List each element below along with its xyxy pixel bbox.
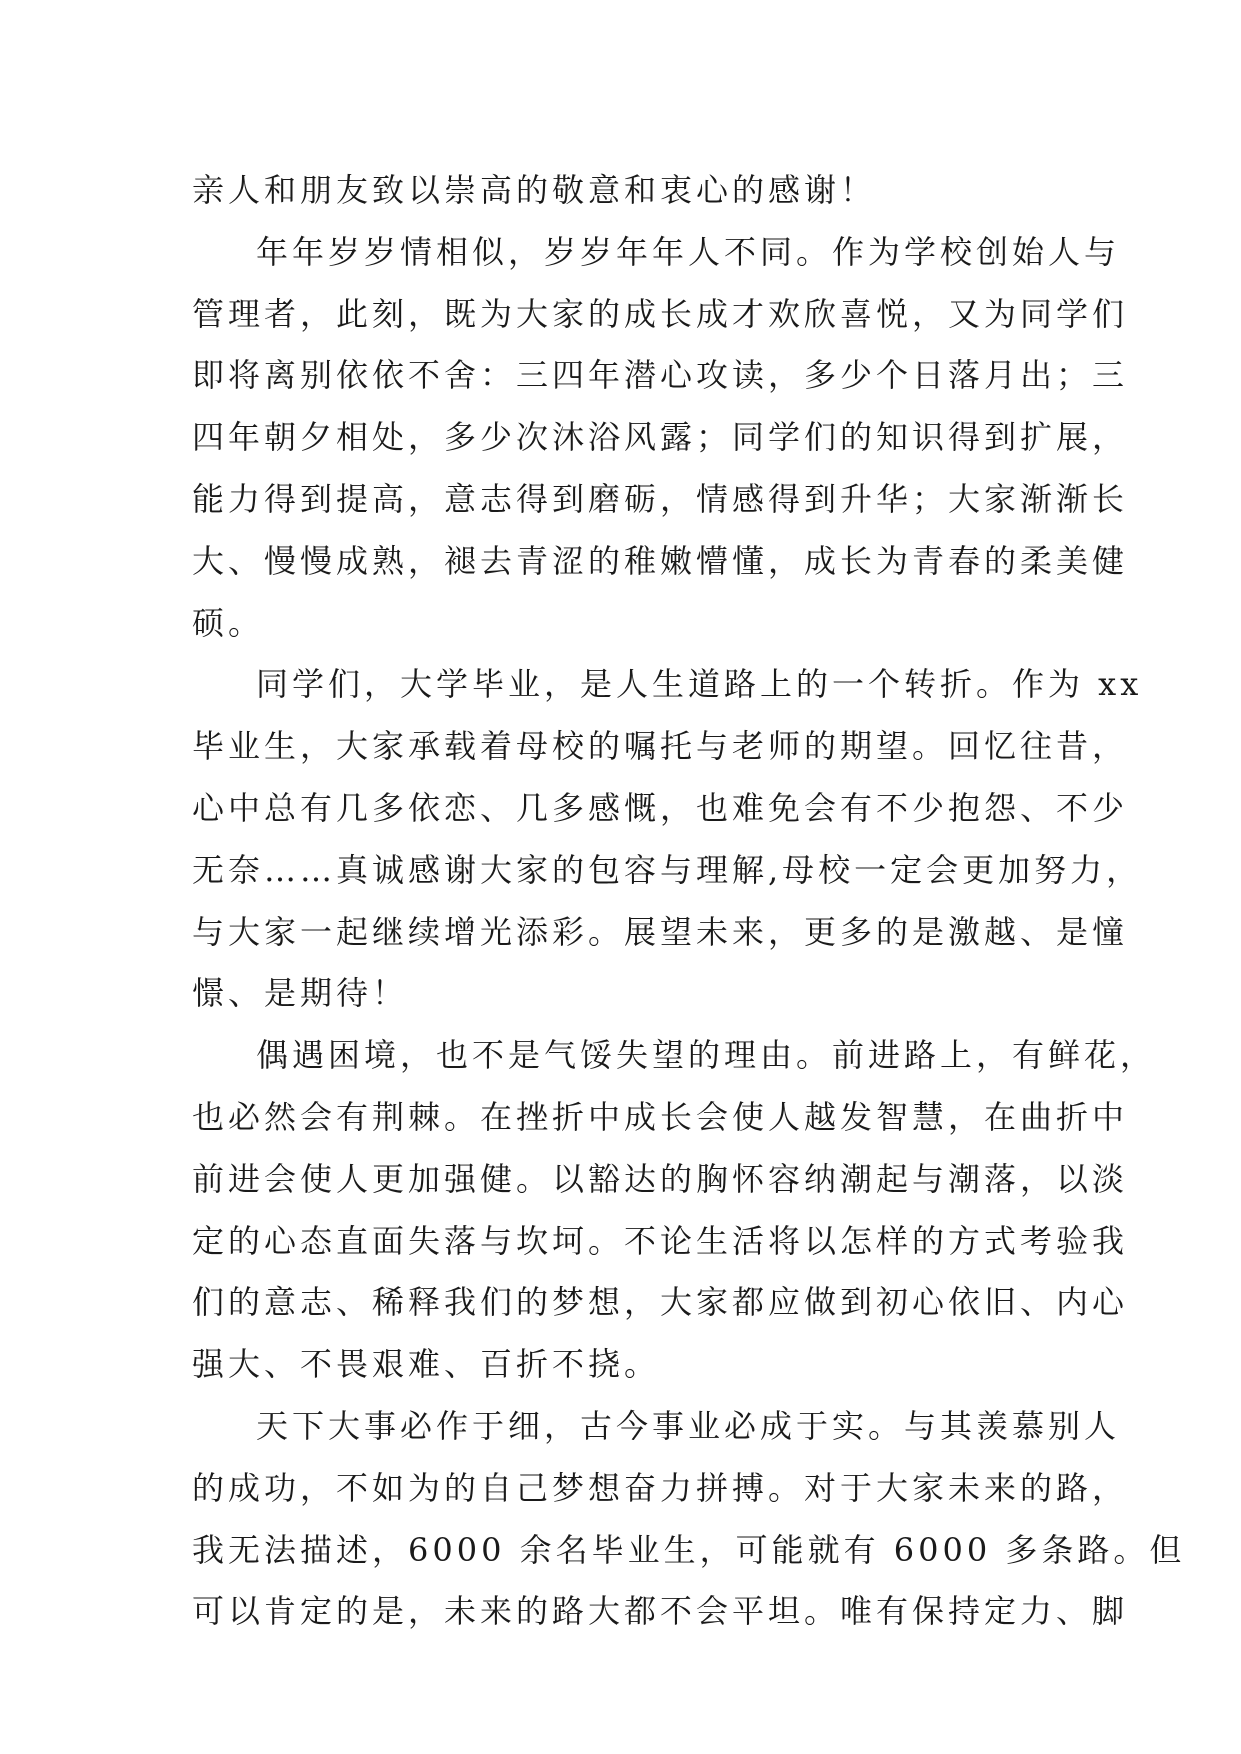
text-line: 天下大事必作于细，古今事业必成于实。与其羡慕别人	[256, 1406, 1121, 1445]
text-line: 四年朝夕相处，多少次沐浴风露；同学们的知识得到扩展，	[192, 418, 1129, 457]
body-text	[192, 160, 1186, 1643]
text-line: 强大、不畏艰难、百折不挠。	[192, 1345, 661, 1384]
text-line: 可以肯定的是，未来的路大都不会平坦。唯有保持定力、脚	[192, 1592, 1129, 1631]
text-line: 的成功，不如为的自己梦想奋力拼搏。对于大家未来的路，	[192, 1468, 1129, 1507]
text-line: 心中总有几多依恋、几多感慨，也难免会有不少抱怨、不少	[192, 788, 1129, 827]
text-line: 年年岁岁情相似，岁岁年年人不同。作为学校创始人与	[256, 232, 1121, 271]
text-line: 与大家一起继续增光添彩。展望未来，更多的是激越、是憧	[192, 912, 1129, 951]
text-line: 憬、是期待！	[192, 974, 409, 1013]
text-line: 前进会使人更加强健。以豁达的胸怀容纳潮起与潮落，以淡	[192, 1159, 1129, 1198]
text-line: 无奈……真诚感谢大家的包容与理解,母校一定会更加努力，	[192, 850, 1143, 889]
text-line: 们的意志、稀释我们的梦想，大家都应做到初心依旧、内心	[192, 1283, 1129, 1322]
text-line: 亲人和朋友致以崇高的敬意和衷心的感谢！	[192, 171, 877, 209]
text-line: 我无法描述，6000 余名毕业生，可能就有 6000 多条路。但	[192, 1530, 1186, 1569]
text-line: 也必然会有荆棘。在挫折中成长会使人越发智慧，在曲折中	[192, 1097, 1129, 1136]
text-line: 硕。	[192, 603, 265, 642]
text-line: 能力得到提高，意志得到磨砺，情感得到升华；大家渐渐长	[192, 479, 1129, 518]
text-line: 同学们，大学毕业，是人生道路上的一个转折。作为 xx	[256, 665, 1143, 704]
text-line: 即将离别依依不舍：三四年潜心攻读，多少个日落月出；三	[192, 356, 1129, 395]
text-line: 偶遇困境，也不是气馁失望的理由。前进路上，有鲜花，	[256, 1036, 1157, 1075]
text-line: 定的心态直面失落与坎坷。不论生活将以怎样的方式考验我	[192, 1221, 1129, 1260]
text-line: 大、慢慢成熟，褪去青涩的稚嫩懵懂，成长为青春的柔美健	[192, 541, 1129, 580]
text-line: 毕业生，大家承载着母校的嘱托与老师的期望。回忆往昔，	[192, 727, 1129, 766]
text-line: 管理者，此刻，既为大家的成长成才欢欣喜悦，又为同学们	[192, 294, 1129, 333]
